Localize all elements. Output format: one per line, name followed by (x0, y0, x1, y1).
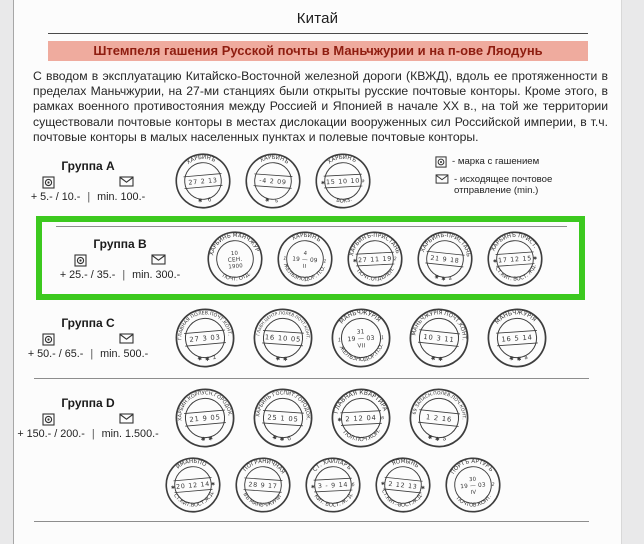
legend-block (435, 156, 597, 202)
group-d-stamps-row1 (174, 387, 470, 449)
svg-text:ХАРБИНЬ ГОСПИТ.ГОРОДОК.: ХАРБИНЬ ГОСПИТ.ГОРОДОК. (255, 390, 311, 421)
legend-item-stamp (435, 156, 597, 168)
postmark-stamp (250, 305, 316, 371)
group-b-icons (74, 254, 166, 267)
group-a-stamps (174, 152, 372, 210)
svg-text:СТ. ХАЙЛАРЪ: СТ. ХАЙЛАРЪ (312, 458, 353, 474)
svg-text:2: 2 (393, 257, 397, 263)
svg-text:✱: ✱ (310, 485, 316, 491)
svg-text:30: 30 (468, 476, 477, 484)
svg-text:в: в (380, 415, 385, 422)
svg-text:✱: ✱ (533, 256, 538, 262)
group-c-prices (14, 348, 162, 360)
group-a-icons (42, 176, 134, 189)
svg-text:19 — 03: 19 — 03 (347, 334, 375, 344)
group-b-label-block (46, 237, 194, 281)
svg-text:✱: ✱ (492, 259, 498, 265)
svg-text:МАНЬЧЖУРІЯ: МАНЬЧЖУРІЯ (338, 309, 383, 326)
svg-text:1: 1 (380, 335, 385, 342)
svg-text:ГЛАВНАЯ КВАРТИРА: ГЛАВНАЯ КВАРТИРА (332, 389, 389, 415)
svg-text:✱ ь: ✱ ь (264, 197, 279, 205)
svg-text:ХАРБИНЪ: ХАРБИНЪ (291, 232, 322, 244)
svg-text:✱ ✱ б: ✱ ✱ б (271, 434, 292, 444)
svg-text:69 ЗАПАСН.ПОЛЕВ.ПОЧ.КОНТ.: 69 ЗАПАСН.ПОЛЕВ.ПОЧ.КОНТ. (412, 391, 466, 420)
stamp-icon (42, 176, 55, 189)
svg-text:10: 10 (230, 250, 239, 258)
document-page (13, 0, 622, 544)
envelope-icon (151, 254, 166, 267)
svg-text:-4 2 09: -4 2 09 (258, 177, 287, 187)
svg-text:СТ.КИТ.ВОСТ.Ж.Д.: СТ.КИТ.ВОСТ.Ж.Д. (172, 490, 216, 509)
svg-text:ПОГРАНИЧНАЯ: ПОГРАНИЧНАЯ (242, 458, 286, 476)
svg-text:✱ ✱ 2: ✱ ✱ 2 (196, 354, 218, 364)
svg-text:а: а (361, 179, 365, 185)
svg-text:ХАРБИНЪ: ХАРБИНЪ (185, 154, 217, 166)
svg-text:27 2 13: 27 2 13 (188, 177, 218, 187)
svg-text:ПОЛ.ПОЧ.КОН.: ПОЛ.ПОЧ.КОН. (341, 428, 383, 444)
svg-text:25 1 05: 25 1 05 (267, 413, 299, 424)
postmark-stamp (328, 385, 393, 450)
svg-text:✱ ✱: ✱ ✱ (429, 355, 444, 364)
postmark-stamp (484, 305, 550, 371)
section-title: Штемпеля гашения Русской почты в Маньчжурии и на п-ове Ляодунь (48, 41, 588, 61)
envelope-icon (119, 333, 134, 346)
group-b-price-values: + 25.- / 35.- (59, 269, 116, 282)
price-separator: | (91, 428, 95, 441)
postmark-stamp (232, 454, 294, 516)
svg-text:ПОЧТОВ.КОНТ.: ПОЧТОВ.КОНТ. (454, 493, 494, 509)
svg-text:1: 1 (323, 259, 327, 265)
group-d-price-values: + 150.- / 200.- (17, 428, 85, 441)
group-a-prices (14, 191, 162, 203)
svg-text:VII: VII (357, 343, 366, 350)
bottom-divider (34, 521, 589, 522)
svg-text:1900: 1900 (228, 263, 244, 271)
stamp-icon (435, 156, 447, 168)
postmark-stamp (313, 151, 374, 212)
stamp-icon (42, 333, 55, 346)
postmark-stamp (413, 227, 477, 291)
svg-text:ХАРБИНЪ: ХАРБИНЪ (326, 154, 358, 166)
postmark-stamp (172, 150, 235, 213)
svg-text:4: 4 (303, 250, 308, 257)
svg-text:27 3 03: 27 3 03 (189, 333, 221, 344)
svg-text:1: 1 (283, 256, 287, 262)
svg-text:ГЛАВН.ЦЕНТР.ПОЛЕВ.ПОЧТ.КОНТ.: ГЛАВН.ЦЕНТР.ПОЛЕВ.ПОЧТ.КОНТ. (255, 310, 311, 340)
envelope-icon (435, 174, 449, 184)
group-section-d (14, 381, 621, 514)
svg-text:27 11 19: 27 11 19 (357, 255, 393, 265)
svg-text:✱: ✱ (352, 259, 358, 265)
svg-text:✱ ✱ а: ✱ ✱ а (426, 434, 448, 444)
svg-text:ХАРБИНЬ МАНЧЖУР: ХАРБИНЬ МАНЧЖУР (209, 232, 260, 257)
group-a-min: min. 100.- (97, 191, 146, 204)
group-a-name: Группа A (61, 159, 115, 174)
svg-text:✱: ✱ (337, 417, 342, 424)
svg-text:✱: ✱ (170, 485, 176, 492)
svg-text:3 - 9 14: 3 - 9 14 (317, 481, 349, 491)
svg-text:ПОРТЪ АРТУРЪ: ПОРТЪ АРТУРЪ (450, 458, 494, 476)
svg-text:ХАРБИН.КОРПУСН.ГОРОДОК.: ХАРБИН.КОРПУСН.ГОРОДОК. (177, 390, 233, 422)
svg-text:19 — 03: 19 — 03 (460, 482, 487, 491)
postmark-stamp (405, 384, 473, 452)
svg-text:ЖЕЛѢЗНОДОР.П.О.: ЖЕЛѢЗНОДОР.П.О. (337, 343, 386, 364)
group-d-stamps-row2 (164, 456, 621, 514)
svg-text:19 — 09: 19 — 09 (291, 256, 318, 265)
svg-text:17 12 15: 17 12 15 (497, 255, 533, 265)
svg-text:16 10 05: 16 10 05 (264, 333, 302, 344)
svg-text:ЯОМЫНЬ: ЯОМЫНЬ (391, 458, 420, 470)
postmark-stamp (442, 454, 504, 516)
svg-text:31: 31 (356, 329, 365, 336)
postmark-stamp (162, 454, 225, 517)
postmark-stamp (274, 228, 336, 290)
svg-text:1 2 16: 1 2 16 (425, 413, 453, 424)
page-title: Китай (296, 10, 339, 27)
svg-text:ПОЧТ. ОТД.: ПОЧТ. ОТД. (220, 270, 253, 283)
svg-text:16 5 14: 16 5 14 (501, 333, 533, 344)
svg-text:21 9 18: 21 9 18 (430, 254, 460, 265)
group-d-label-block (14, 396, 162, 440)
group-d-prices (14, 428, 162, 440)
svg-text:КИТ. ВОСТ. Ж. Д.: КИТ. ВОСТ. Ж. Д. (312, 492, 355, 509)
postmark-stamp (242, 150, 304, 212)
header-divider (48, 33, 588, 34)
group-c-name: Группа C (61, 316, 115, 331)
group-a-label-block (14, 159, 162, 203)
envelope-icon (119, 413, 134, 426)
price-separator: | (87, 191, 91, 204)
svg-text:ХАРБИНЪ ПРИСТ.: ХАРБИНЪ ПРИСТ. (490, 232, 539, 253)
svg-text:ХАРБИНЪ-ПРИСТАНЬ: ХАРБИНЪ-ПРИСТАНЬ (349, 232, 401, 257)
svg-text:✱: ✱ (320, 181, 326, 187)
svg-text:МАНЬЧЖУРІЯ: МАНЬЧЖУРІЯ (493, 309, 538, 326)
svg-text:✱: ✱ (420, 486, 426, 492)
postmark-stamp (171, 384, 238, 451)
stamp-icon (74, 254, 87, 267)
group-c-stamps (174, 307, 548, 369)
svg-text:✱ ✱: ✱ ✱ (274, 355, 288, 364)
postmark-stamp (405, 304, 473, 372)
svg-text:1: 1 (337, 337, 342, 344)
legend-envelope-text: - исходящее почтовое отправление (min.) (454, 174, 553, 197)
svg-text:✱: ✱ (380, 481, 386, 488)
group-d-min: min. 1.500.- (101, 428, 159, 441)
group-b-min: min. 300.- (132, 269, 181, 282)
group-c-price-values: + 50.- / 65.- (27, 348, 84, 361)
svg-text:ГЛАВНАЯ ПОЛЕВ.ПОЧТ.КОНТ.: ГЛАВНАЯ ПОЛЕВ.ПОЧТ.КОНТ. (178, 311, 232, 341)
postmark-stamp (171, 304, 238, 371)
highlight-box-group-b (36, 216, 585, 300)
svg-text:15 10 10: 15 10 10 (325, 177, 361, 187)
svg-text:СТ.КИТ. ВОСТ. ЖД.: СТ.КИТ. ВОСТ. ЖД. (493, 263, 538, 283)
svg-text:б: б (351, 483, 355, 489)
svg-text:20 12 14: 20 12 14 (175, 480, 211, 491)
group-section-a (14, 149, 621, 213)
legend-item-envelope (435, 174, 597, 196)
stamp-icon (42, 413, 55, 426)
price-separator: | (122, 269, 126, 282)
group-section-c (14, 301, 621, 375)
svg-text:28 9 17: 28 9 17 (248, 481, 278, 491)
price-separator: | (90, 348, 94, 361)
envelope-icon (119, 176, 134, 189)
svg-text:✱ б: ✱ б (197, 197, 213, 205)
postmark-stamp (328, 305, 393, 370)
svg-text:ВОКЗ.: ВОКЗ. (335, 196, 353, 205)
postmark-stamp (204, 228, 267, 291)
svg-text:✱ ✱: ✱ ✱ (200, 435, 214, 444)
postmark-stamp (484, 228, 546, 290)
svg-text:ПОЧТ.ОТДѢЛЕН.: ПОЧТ.ОТДѢЛЕН. (355, 266, 397, 283)
postmark-stamp (345, 229, 406, 290)
group-d-row-1 (14, 381, 621, 455)
svg-text:2 12 13: 2 12 13 (388, 480, 418, 491)
postmark-stamp (250, 385, 316, 451)
group-b-name: Группа B (93, 237, 147, 252)
svg-text:ВЪ МАНЬЧЖУРІИ: ВЪ МАНЬЧЖУРІИ (241, 491, 284, 509)
svg-text:2: 2 (491, 482, 495, 488)
svg-text:СЕН.: СЕН. (227, 256, 243, 264)
group-section-b (46, 227, 575, 291)
intro-paragraph: С вводом в эксплуатацию Китайско-Восточной железной дороги (КВЖД), вдоль ее протяженности в пределах Маньчжурии, на 27-ми станциях были открыты русские почтовые конторы. Кроме этого, в рамках военного противостояния между Россией и Японией в начале XX в., на той же территории существовали почтовые конторы в местах дислокации вооруженных сил Российской империи, в т.ч. почтовые конторы в малых населенных пунктах и полевые почтовые конторы. (33, 69, 608, 144)
section-divider (34, 378, 589, 379)
group-b-prices (46, 269, 194, 281)
legend-stamp-text: - марка с гашением (452, 156, 540, 168)
svg-text:ИМАНЬПО: ИМАНЬПО (175, 458, 208, 471)
svg-text:21 9 05: 21 9 05 (189, 413, 221, 424)
svg-text:ХАРБИНЪ: ХАРБИНЪ (259, 154, 290, 166)
svg-text:ХАРБИНЬ-ПРИСТАНЬ: ХАРБИНЬ-ПРИСТАНЬ (420, 232, 472, 258)
svg-text:✱: ✱ (211, 482, 216, 488)
group-b-stamps (206, 230, 544, 288)
svg-text:СТ.КИТ.-ВОСТ.Ж.Д.: СТ.КИТ.-ВОСТ.Ж.Д. (380, 488, 425, 509)
group-c-min: min. 500.- (100, 348, 149, 361)
svg-text:✱ ✱ a: ✱ ✱ a (508, 354, 530, 364)
group-d-icons (42, 413, 134, 426)
group-d-name: Группа D (61, 396, 115, 411)
svg-text:2 12 04: 2 12 04 (345, 413, 377, 424)
group-c-label-block (14, 316, 162, 360)
svg-text:ЖЕЛѢЗНОДОР. П.О.: ЖЕЛѢЗНОДОР. П.О. (281, 262, 328, 283)
group-c-icons (42, 333, 134, 346)
svg-text:МАНЬЧЖУРІЯ ПОЧТ.КОНТ.: МАНЬЧЖУРІЯ ПОЧТ.КОНТ. (411, 310, 467, 341)
postmark-stamp (371, 453, 435, 517)
svg-text:✱ ✱ a: ✱ ✱ a (433, 273, 453, 283)
postmark-stamp (303, 455, 364, 516)
group-a-price-values: + 5.- / 10.- (30, 191, 81, 204)
svg-text:IV: IV (470, 489, 477, 497)
svg-text:10 3 11: 10 3 11 (422, 332, 455, 345)
svg-text:II: II (302, 263, 307, 270)
